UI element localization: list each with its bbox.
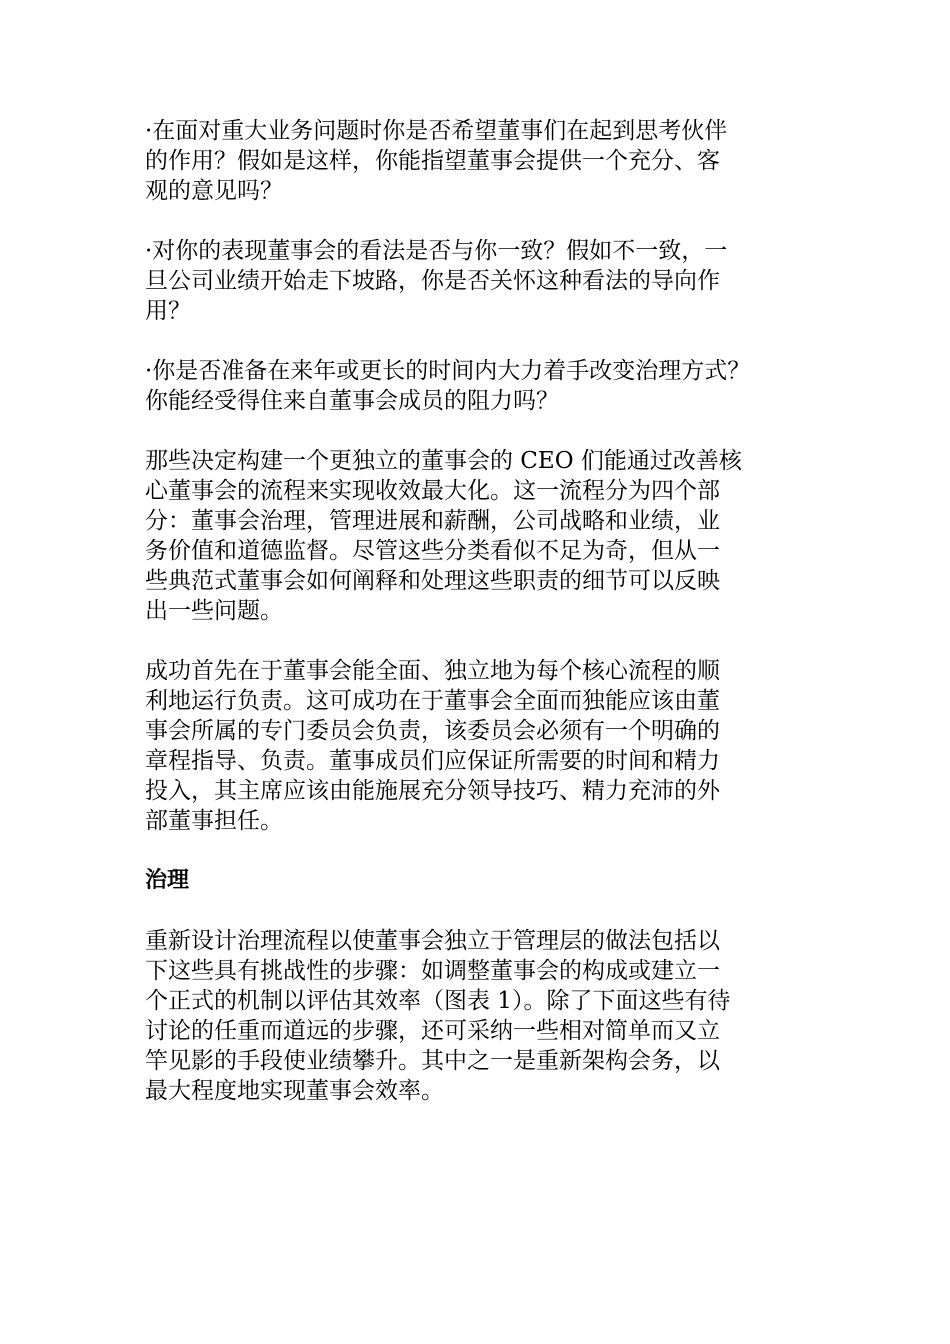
- document-page: [145, 116, 810, 1136]
- question-paragraph-3: ·你是否准备在来年或更长的时间内大力着手改变治理方式？ 你能经受得住来自董事会成员的阻力吗？: [145, 358, 751, 414]
- question-paragraph-2: ·对你的表现董事会的看法是否与你一致？假如不一致，一 旦公司业绩开始走下坡路，你是否关怀这种看法的导向作 用？: [145, 238, 728, 324]
- body-paragraph-success: 成功首先在于董事会能全面、独立地为每个核心流程的顺 利地运行负责。这可成功在于董事会全面而独能应该由董 事会所属的专门委员会负责，该委员会必须有一个明确的 章程指导、负责。董事成员们应保证所需要的时间和精力 投入，其主席应该由能施展充分领导技巧、精力充沛的外 部董事担任。: [145, 658, 720, 834]
- body-paragraph-process: 那些决定构建一个更独立的董事会的 CEO 们能通过改善核 心董事会的流程来实现收效最大化。这一流程分为四个部 分：董事会治理，管理进展和薪酬，公司战略和业绩，业 务价值和道德监督。尽管这些分类看似不足为奇，但从一 些典范式董事会如何阐释和处理这些职责的细节可以反映 出一些问题。: [145, 448, 742, 624]
- section-heading-governance: 治理: [145, 868, 190, 893]
- body-paragraph-governance: 重新设计治理流程以使董事会独立于管理层的做法包括以 下这些具有挑战性的步骤：如调整董事会的构成或建立一 个正式的机制以评估其效率（图表 1）。除了下面这些有待 讨论的任重而道远的步骤，还可采纳一些相对简单而又立 竿见影的手段使业绩攀升。其中之一是重新架构会务，以 最大程度地实现董事会效率。: [145, 928, 731, 1104]
- question-paragraph-1: ·在面对重大业务问题时你是否希望董事们在起到思考伙伴 的作用？假如是这样，你能指望董事会提供一个充分、客 观的意见吗？: [145, 118, 728, 204]
